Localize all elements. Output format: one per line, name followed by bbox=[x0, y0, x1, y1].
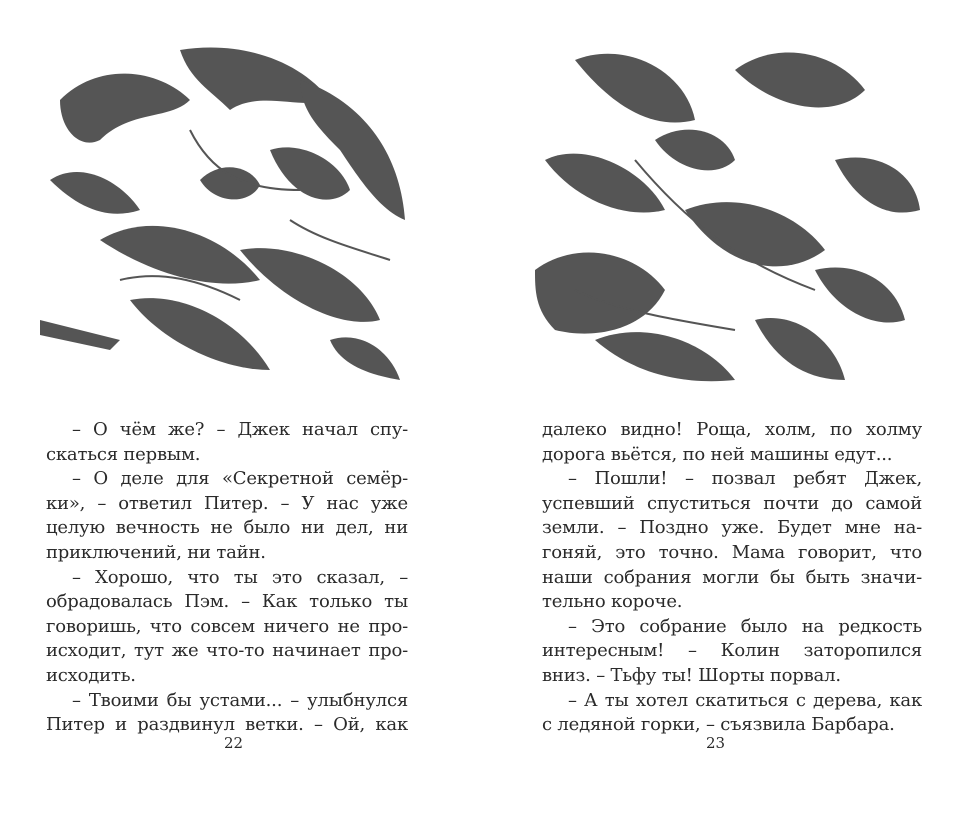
text-line: исходит, тут же что-то начинает про- bbox=[46, 640, 408, 662]
text-line: скаться первым. bbox=[46, 443, 201, 465]
text-line: – А ты хотел скатиться с дерева, как bbox=[568, 689, 922, 711]
text-line: – Твоими бы устами... – улыбнулся bbox=[72, 689, 408, 711]
text-line: ки», – ответил Питер. – У нас уже bbox=[46, 492, 408, 514]
text-line: обрадовалась Пэм. – Как только ты bbox=[46, 591, 408, 613]
text-line: – Хорошо, что ты это сказал, – bbox=[72, 566, 408, 588]
text-line: земли. – Поздно уже. Будет мне на- bbox=[542, 517, 922, 539]
text-line: вниз. – Тьфу ты! Шорты порвал. bbox=[542, 664, 841, 686]
text-line: далеко видно! Роща, холм, по холму bbox=[542, 419, 922, 440]
text-line: гоняй, это точно. Мама говорит, что bbox=[542, 541, 922, 563]
illustration-children-in-tree bbox=[40, 40, 415, 385]
text-line: тельно короче. bbox=[542, 591, 683, 613]
right-page bbox=[482, 0, 965, 825]
text-line: наши собрания могли бы быть значи- bbox=[542, 566, 922, 588]
text-line: интересным! – Колин заторопился bbox=[542, 640, 922, 662]
text-line: – Пошли! – позвал ребят Джек, bbox=[568, 468, 922, 490]
page-number-left: 22 bbox=[224, 734, 244, 752]
text-line: с ледяной горки, – съязвила Барбара. bbox=[542, 714, 895, 736]
text-line: целую вечность не было ни дел, ни bbox=[46, 517, 408, 539]
text-line: говоришь, что совсем ничего не про- bbox=[46, 615, 408, 637]
text-line: исходить. bbox=[46, 664, 136, 686]
text-line: дорога вьётся, по ней машины едут... bbox=[542, 443, 893, 465]
left-page bbox=[0, 0, 480, 825]
right-page-text bbox=[542, 418, 922, 738]
text-line: – О чём же? – Джек начал спу- bbox=[72, 419, 408, 440]
text-line: – Это собрание было на редкость bbox=[568, 615, 922, 637]
illustration-children-climbing-down bbox=[535, 40, 925, 395]
left-page-text bbox=[46, 418, 408, 738]
text-line: приключений, ни тайн. bbox=[46, 541, 266, 563]
page-number-right: 23 bbox=[706, 734, 726, 752]
text-line: Питер и раздвинул ветки. – Ой, как bbox=[46, 714, 408, 736]
text-line: успевший спуститься почти до самой bbox=[542, 492, 922, 514]
text-line: – О деле для «Секретной семёр- bbox=[72, 468, 408, 490]
